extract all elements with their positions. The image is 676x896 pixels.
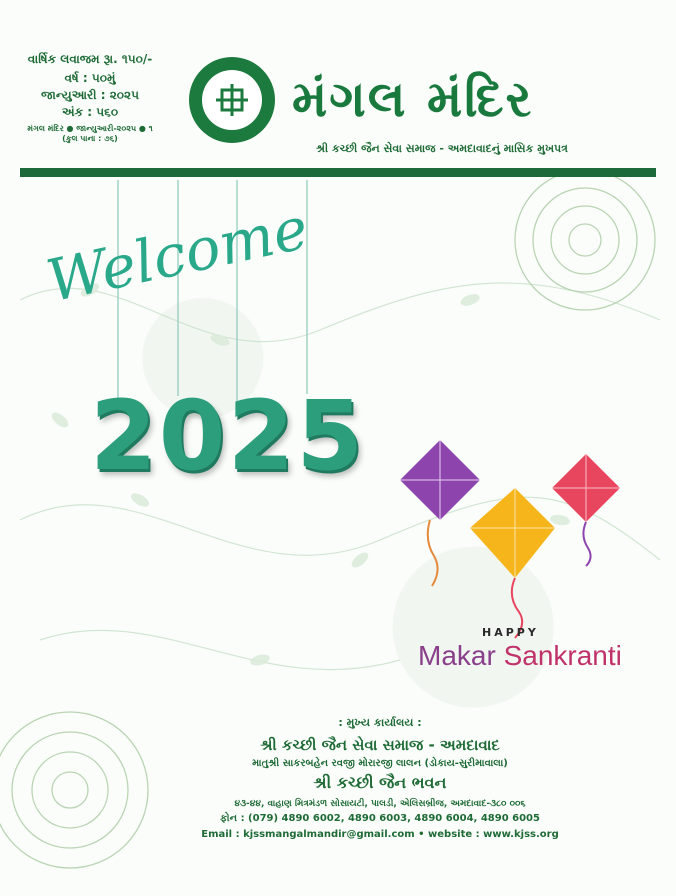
kite-pink [552, 454, 620, 566]
samaj-logo [189, 57, 275, 143]
issue-number: અંક : ૫૬૦ [61, 105, 119, 119]
donor-name: માતુશ્રી સાકરબહેન રવજી મોરારજી લાલન (ડોકાય-સુરીમાવાલા) [252, 758, 508, 769]
total-pages: (કુલ પાના : ૭૬) [62, 134, 118, 143]
office-block [160, 716, 600, 840]
address: ૪૩-૪૪, વાહાણ મિત્રમંડળ સોસાયટી, પાલડી, એલિસબ્રીજ, અમદાવાદ-૩૮૦ ૦૦૬ [234, 799, 526, 809]
email-website: Email : kjssmangalmandir@gmail.com • website : www.kjss.org [201, 829, 559, 840]
welcome-text: Welcome [40, 193, 314, 316]
year-2025: 2025 [90, 380, 366, 492]
org-name: શ્રી કચ્છી જૈન સેવા સમાજ - અમદાવાદ [260, 736, 500, 754]
office-label: : મુખ્ય કાર્યાલય : [338, 716, 422, 729]
makar-word: Makar [418, 640, 496, 671]
happy-text: HAPPY [482, 626, 539, 639]
header-divider [20, 168, 656, 177]
phone-numbers: ફોન : (079) 4890 6002, 4890 6003, 4890 6004, 4890 6005 [220, 813, 540, 824]
building-name: શ્રી કચ્છી જૈન ભવન [313, 773, 447, 792]
magazine-title: મંગલ મંદિર [292, 70, 534, 128]
annual-subscription: વાર્ષિક લવાજમ રૂા. ૧૫૦/- [27, 52, 153, 66]
issue-month: જાન્યુઆરી : ૨૦૨૫ [41, 88, 139, 102]
magazine-subtitle: શ્રી કચ્છી જૈન સેવા સમાજ - અમદાવાદનું માસિક મુખપત્ર [316, 142, 568, 155]
issue-line: મંગલ મંદિર ● જાન્યુઆરી-૨૦૨૫ ● ૧ [27, 124, 153, 133]
volume-year: વર્ષ : ૫૦મું [64, 71, 116, 85]
mandala-top-right [515, 170, 655, 310]
sankranti-word: Sankranti [503, 640, 622, 671]
issue-details [20, 52, 160, 144]
kite-purple [400, 440, 480, 586]
makar-sankranti-text [418, 640, 622, 672]
kite-yellow [470, 488, 555, 638]
mandala-bottom-left [0, 712, 148, 868]
